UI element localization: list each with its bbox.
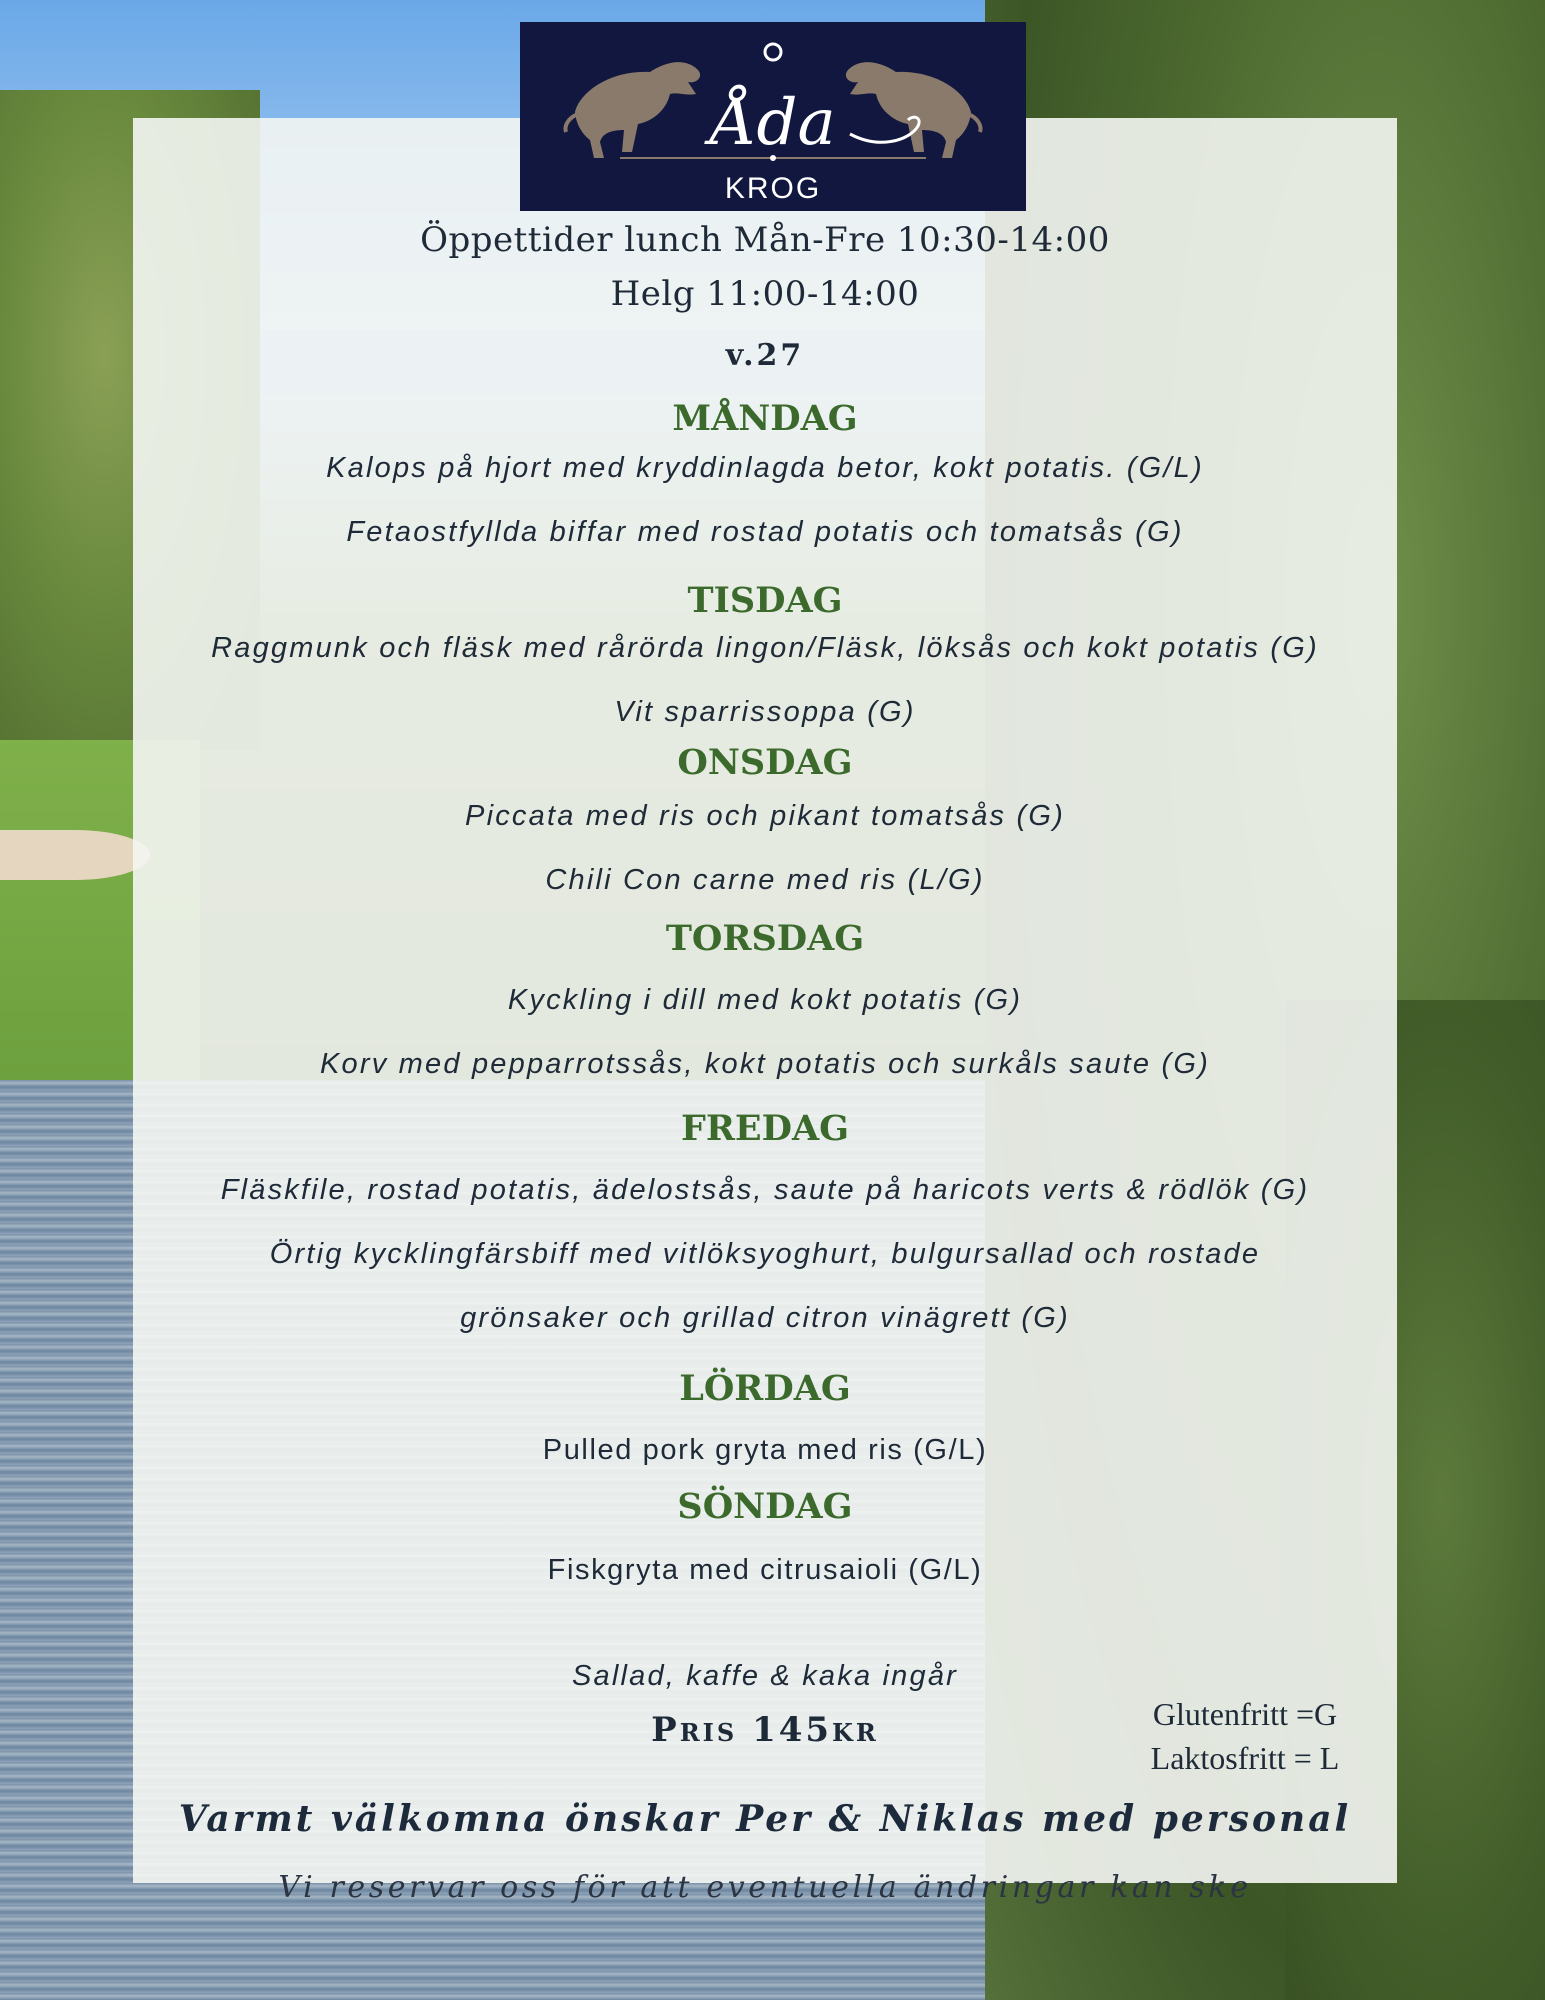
ring-icon (765, 44, 781, 60)
dish-item: Raggmunk och fläsk med rårörda lingon/Fläsk, löksås och kokt potatis (G) (211, 632, 1319, 664)
logo-subtitle: KROG (724, 172, 822, 205)
dish-item: Vit sparrissoppa (G) (614, 696, 916, 728)
left-boar-icon (566, 62, 701, 158)
dish-item: Fetaostfyllda biffar med rostad potatis och tomatsås (G) (346, 516, 1184, 548)
logo-name: Åda (710, 86, 836, 160)
included-note: Sallad, kaffe & kaka ingår (571, 1660, 959, 1692)
dish-item: Örtig kycklingfärsbiff med vitlöksyoghurt, bulgursallad och rostade (269, 1238, 1261, 1270)
dish-item: Fiskgryta med citrusaioli (G/L) (547, 1554, 983, 1586)
price: Pris 145kr (651, 1710, 879, 1750)
dish-item: Chili Con carne med ris (L/G) (545, 864, 985, 896)
dish-item: Kalops på hjort med kryddinlagda betor, kokt potatis. (G/L) (326, 452, 1204, 484)
day-heading-monday: MÅNDAG (672, 398, 858, 439)
sand-bunker (0, 830, 150, 880)
disclaimer: Vi reservar oss för att eventuella ändringar kan ske (278, 1870, 1252, 1905)
opening-hours-weekday: Öppettider lunch Mån-Fre 10:30-14:00 (420, 220, 1110, 260)
day-heading-friday: FREDAG (680, 1108, 849, 1149)
welcome-message: Varmt välkomna önskar Per & Niklas med personal (178, 1798, 1352, 1840)
dish-item: Korv med pepparrotssås, kokt potatis och surkåls saute (G) (320, 1048, 1210, 1080)
day-heading-wednesday: ONSDAG (677, 742, 853, 783)
legend-lactose: Laktosfritt = L (1150, 1740, 1340, 1776)
right-boar-icon (846, 62, 981, 158)
opening-hours-weekend: Helg 11:00-14:00 (610, 274, 920, 314)
week-number: v.27 (725, 338, 805, 373)
dish-item: Fläskfile, rostad potatis, ädelostsås, saute på haricots verts & rödlök (G) (220, 1174, 1310, 1206)
legend-gluten: Glutenfritt =G (1152, 1696, 1338, 1732)
dish-item: grönsaker och grillad citron vinägrett (G) (460, 1302, 1070, 1334)
dish-item: Kyckling i dill med kokt potatis (G) (507, 984, 1023, 1016)
day-heading-saturday: LÖRDAG (679, 1368, 851, 1409)
day-heading-thursday: TORSDAG (665, 918, 865, 959)
day-heading-sunday: SÖNDAG (677, 1486, 853, 1527)
ada-krog-logo (520, 22, 1026, 211)
dish-item: Piccata med ris och pikant tomatsås (G) (465, 800, 1065, 832)
dish-item: Pulled pork gryta med ris (G/L) (542, 1434, 988, 1466)
day-heading-tuesday: TISDAG (687, 580, 843, 621)
